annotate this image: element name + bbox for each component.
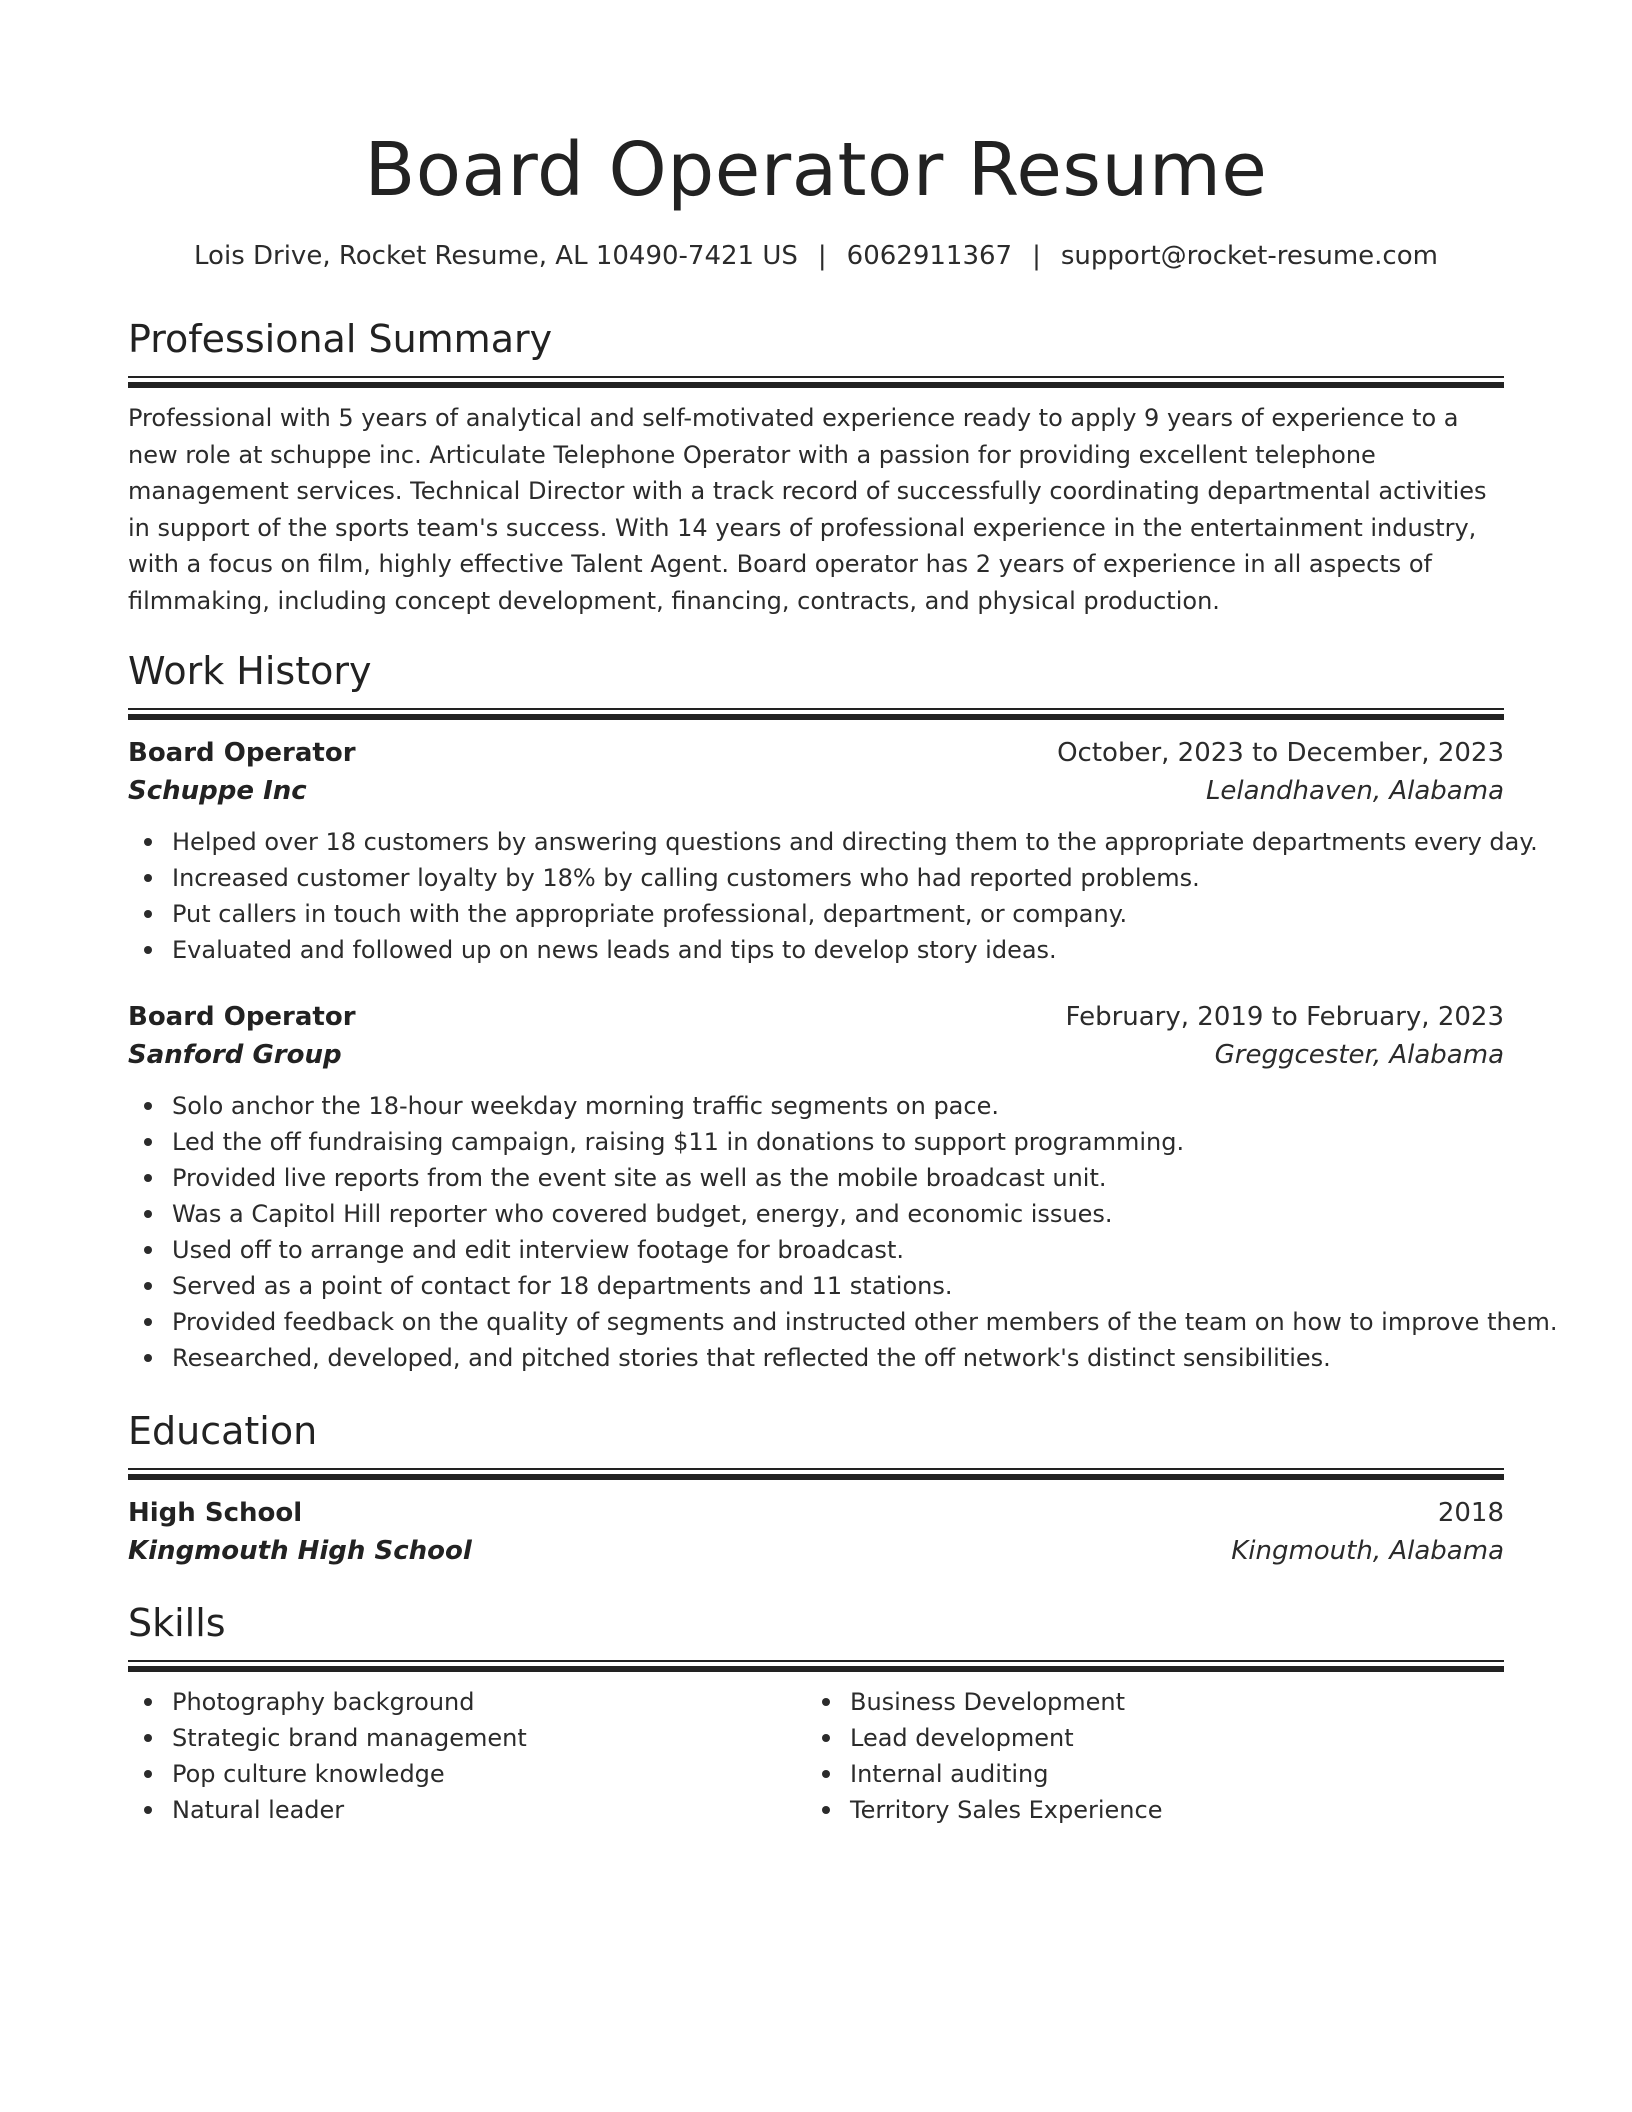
section-heading-skills: Skills [128,1601,226,1645]
job-company-row [128,772,1504,810]
list-item: Increased customer loyalty by 18% by calling customers who had reported problems. [128,860,1504,896]
education-school-row [128,1532,1504,1570]
education-header-row [128,1494,1504,1532]
skills-list-right [806,1684,1162,1828]
resume-title: Board Operator Resume [364,127,1268,213]
education-entry [128,1494,1504,1570]
list-item: Helped over 18 customers by answering questions and directing them to the appropriate departments every day. [128,824,1504,860]
contact-email: support@rocket-resume.com [1060,241,1438,271]
list-item: Evaluated and followed up on news leads and tips to develop story ideas. [128,932,1504,968]
list-item: Used off to arrange and edit interview footage for broadcast. [128,1232,1504,1268]
job-dates: October, 2023 to December, 2023 [1057,738,1504,768]
section-heading-work-history: Work History [128,649,372,693]
education-location: Kingmouth, Alabama [1231,1536,1504,1566]
list-item: Served as a point of contact for 18 departments and 11 stations. [128,1268,1504,1304]
list-item: Put callers in touch with the appropriate professional, department, or company. [128,896,1504,932]
work-history-section [128,646,1558,1376]
job-header-row [128,734,1504,772]
skill-item: Natural leader [128,1792,527,1828]
job-location: Lelandhaven, Alabama [1205,776,1504,806]
job-title: Board Operator [128,738,356,768]
contact-address: Lois Drive, Rocket Resume, AL 10490-7421 US [194,241,798,271]
job-header-row [128,998,1504,1036]
section-heading-education: Education [128,1409,318,1453]
contact-separator: | [817,241,827,271]
contact-separator: | [1032,241,1041,271]
skills-list-left [128,1684,527,1828]
section-rule [128,1660,1504,1672]
job-company-row [128,1036,1504,1074]
job-title: Board Operator [128,1002,356,1032]
section-heading-summary: Professional Summary [128,317,553,361]
skill-item: Photography background [128,1684,527,1720]
list-item: Was a Capitol Hill reporter who covered budget, energy, and economic issues. [128,1196,1504,1232]
skill-item: Territory Sales Experience [806,1792,1162,1828]
list-item: Solo anchor the 18-hour weekday morning traffic segments on pace. [128,1088,1504,1124]
education-section [128,1406,1504,1570]
education-degree: High School [128,1498,303,1528]
list-item: Researched, developed, and pitched stories that reflected the off network's distinct sensibilities. [128,1340,1504,1376]
section-rule [128,1468,1504,1480]
job-company: Sanford Group [128,1040,342,1070]
skill-item: Lead development [806,1720,1162,1756]
job-dates: February, 2019 to February, 2023 [1065,1002,1504,1032]
skill-item: Pop culture knowledge [128,1756,527,1792]
education-year: 2018 [1437,1498,1504,1528]
job-entry [128,734,1538,968]
contact-line [128,238,1504,274]
job-company: Schuppe Inc [128,776,307,806]
skill-item: Strategic brand management [128,1720,527,1756]
education-school: Kingmouth High School [128,1536,472,1566]
list-item: Provided feedback on the quality of segments and instructed other members of the team on how to improve them. [128,1304,1504,1340]
contact-phone: 6062911367 [846,241,1013,271]
list-item: Led the off fundraising campaign, raising $11 in donations to support programming. [128,1124,1504,1160]
summary-text: Professional with 5 years of analytical and self-motivated experience ready to apply 9 years of experience to a new role at schuppe inc. Articulate Telephone Operator with a passion for providing excellent telephone management services. Technical Director with a track record of successfully coordinating departmental activities in support of the sports team's success. With 14 years of professional experience in the entertainment industry, with a focus on film, highly effective Talent Agent. Board operator has 2 years of experience in all aspects of filmmaking, including concept development, financing, contracts, and physical production. [128,404,1487,615]
job-bullets [128,824,1538,968]
skill-item: Business Development [806,1684,1162,1720]
skills-section [128,1598,1504,1824]
job-location: Greggcester, Alabama [1214,1040,1504,1070]
job-bullets [128,1088,1558,1376]
section-rule [128,708,1504,720]
section-rule [128,376,1504,388]
list-item: Provided live reports from the event site as well as the mobile broadcast unit. [128,1160,1504,1196]
summary-section [128,314,1504,619]
skill-item: Internal auditing [806,1756,1162,1792]
job-entry [128,998,1558,1376]
